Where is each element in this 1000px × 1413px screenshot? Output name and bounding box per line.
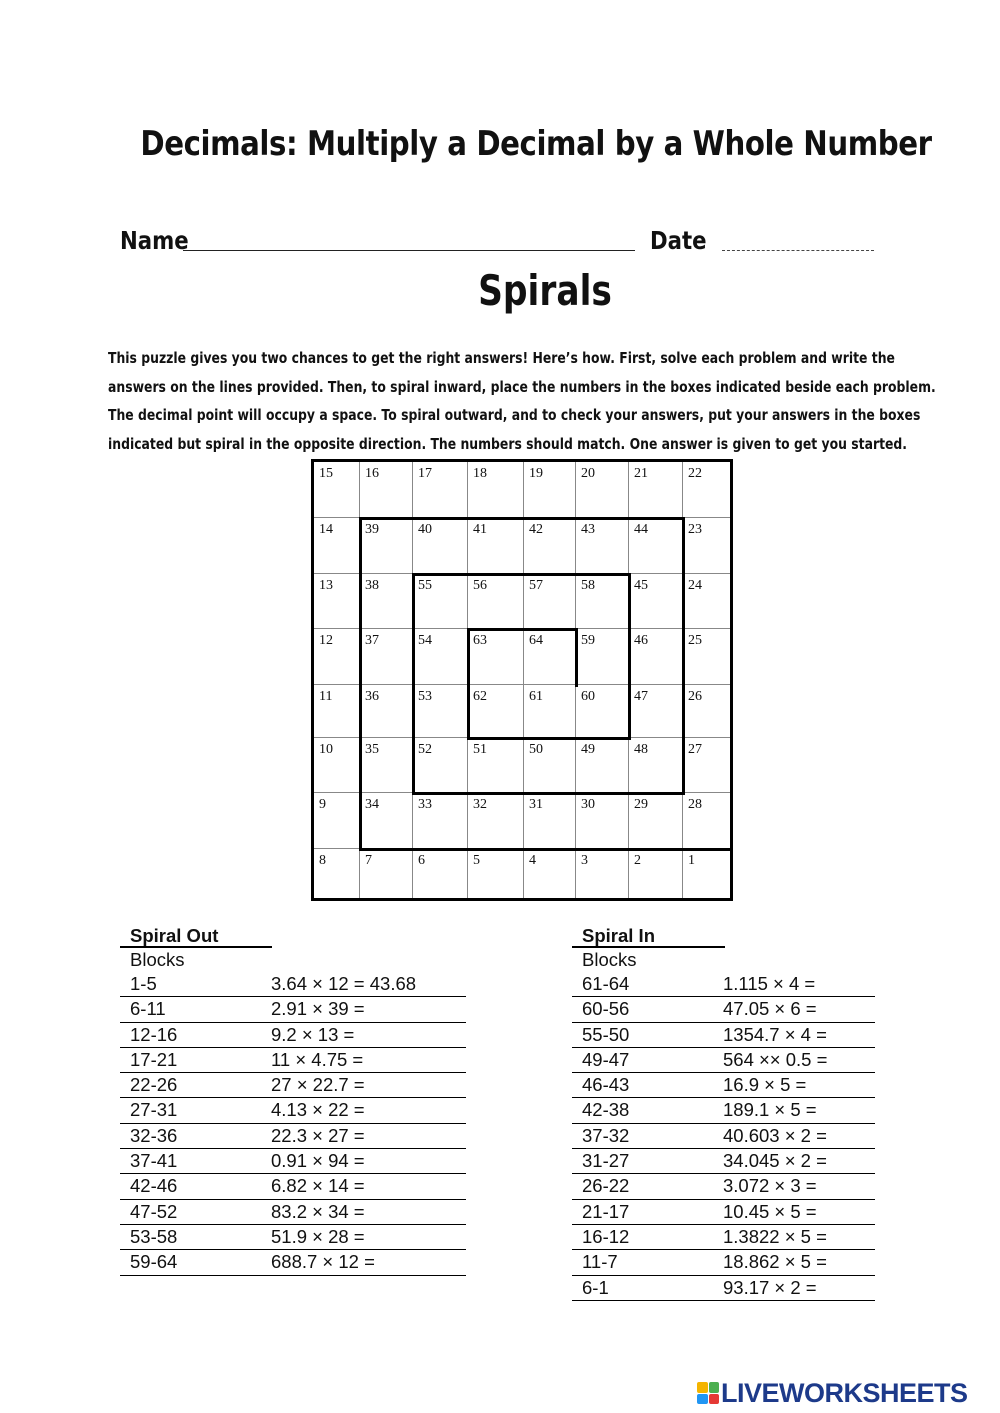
grid-cell-number: 23 (688, 522, 702, 537)
problem-answer-line[interactable]: 564 ×× 0.5 = (723, 1048, 828, 1070)
grid-cell-number: 8 (319, 853, 326, 868)
problem-answer-line[interactable]: 1354.7 × 4 = (723, 1023, 827, 1045)
block-range: 32-36 (130, 1124, 178, 1146)
spiral-out-table (120, 924, 466, 1276)
grid-cell[interactable] (576, 462, 629, 518)
block-range: 47-52 (130, 1200, 178, 1222)
grid-cell-number: 18 (473, 466, 487, 481)
block-range: 46-43 (582, 1074, 630, 1096)
block-range: 1-5 (130, 973, 157, 994)
grid-cell-number: 37 (365, 633, 379, 648)
block-range: 16-12 (582, 1225, 630, 1247)
grid-cell-number: 35 (365, 742, 379, 757)
grid-cell[interactable] (576, 518, 629, 574)
problem-answer-line[interactable]: 4.13 × 22 = (271, 1099, 365, 1121)
grid-cell[interactable] (629, 518, 683, 574)
grid-cell[interactable] (576, 685, 629, 738)
grid-cell[interactable] (629, 793, 683, 849)
grid-cell-number: 27 (688, 742, 702, 757)
grid-cell-number: 32 (473, 797, 487, 812)
problem-row (572, 1250, 875, 1275)
grid-cell[interactable] (629, 685, 683, 738)
spiral-wall (412, 792, 685, 795)
grid-cell-number: 30 (581, 797, 595, 812)
problem-answer-line[interactable]: 3.64 × 12 = 43.68 (271, 973, 417, 994)
problem-answer-line[interactable]: 9.2 × 13 = (271, 1023, 355, 1045)
grid-cell-number: 24 (688, 578, 702, 593)
spiral-wall (412, 573, 415, 795)
problem-answer-line[interactable]: 1.3822 × 5 = (723, 1225, 827, 1247)
grid-cell-number: 39 (365, 522, 379, 537)
grid-cell-number: 11 (319, 689, 333, 704)
name-label: Name (120, 226, 189, 255)
grid-cell-number: 21 (634, 466, 648, 481)
problem-row (120, 1174, 466, 1199)
instructions-line: indicated but spiral in the opposite direction. The numbers should match. One answer is given to get you started. (108, 434, 908, 453)
grid-cell-number: 41 (473, 522, 487, 537)
grid-cell[interactable] (683, 685, 730, 738)
grid-cell-number: 48 (634, 742, 648, 757)
problem-answer-line[interactable]: 34.045 × 2 = (723, 1150, 827, 1172)
grid-cell-number: 12 (319, 633, 333, 648)
logo-tile (709, 1394, 720, 1405)
grid-cell[interactable] (413, 518, 468, 574)
problem-row (120, 1124, 466, 1149)
grid-cell-number: 22 (688, 466, 702, 481)
spiral-wall (412, 573, 631, 576)
logo-tile (697, 1394, 708, 1405)
grid-cell[interactable] (683, 629, 730, 685)
grid-cell[interactable] (360, 738, 413, 793)
problem-row (120, 972, 466, 997)
grid-cell[interactable] (524, 518, 576, 574)
grid-cell-number: 26 (688, 689, 702, 704)
spiral-in-heading: Spiral In (572, 924, 725, 948)
grid-cell[interactable] (524, 793, 576, 849)
grid-cell[interactable] (524, 462, 576, 518)
grid-cell[interactable] (360, 849, 413, 898)
instructions-line: answers on the lines provided. Then, to spiral inward, place the numbers in the boxes indicated beside each problem. (108, 377, 936, 396)
grid-cell[interactable] (576, 629, 629, 685)
problem-answer-line[interactable]: 51.9 × 28 = (271, 1225, 365, 1247)
grid-cell[interactable] (360, 629, 413, 685)
grid-cell-number: 3 (581, 853, 588, 868)
grid-cell[interactable] (413, 685, 468, 738)
instructions (108, 344, 936, 458)
spiral-wall (467, 737, 631, 740)
problem-answer-line[interactable]: 83.2 × 34 = (271, 1200, 365, 1222)
problem-answer-line[interactable]: 93.17 × 2 = (723, 1276, 817, 1298)
grid-cell[interactable] (524, 629, 576, 685)
spiral-in-table (572, 924, 875, 1301)
problem-row (120, 1023, 466, 1048)
grid-cell-number: 17 (418, 466, 432, 481)
logo-text: LIVEWORKSHEETS (721, 1377, 968, 1408)
spiral-wall (359, 517, 685, 520)
grid-cell[interactable] (468, 793, 524, 849)
grid-cell-number: 1 (688, 853, 695, 868)
problem-row (120, 1250, 466, 1275)
instructions-line: This puzzle gives you two chances to get the right answers! Here’s how. First, solve each problem and write the (108, 349, 895, 367)
grid-cell-number: 43 (581, 522, 595, 537)
grid-cell-number: 44 (634, 522, 648, 537)
problem-answer-line[interactable]: 27 × 22.7 = (271, 1074, 365, 1096)
problem-row (572, 1200, 875, 1225)
grid-cell-number: 40 (418, 522, 432, 537)
grid-cell-number: 25 (688, 633, 702, 648)
spiral-wall (467, 628, 578, 631)
block-range: 37-32 (582, 1124, 630, 1146)
grid-cell-number: 46 (634, 633, 648, 648)
worksheet-title: Decimals: Multiply a Decimal by a Whole Number (140, 124, 932, 164)
problem-answer-line[interactable]: 22.3 × 27 = (271, 1124, 365, 1146)
grid-cell-number: 16 (365, 466, 379, 481)
block-range: 6-1 (582, 1276, 609, 1298)
spiral-wall (575, 628, 578, 687)
problem-answer-line[interactable]: 1.115 × 4 = (723, 973, 816, 994)
grid-cell[interactable] (360, 462, 413, 518)
problem-row (120, 1149, 466, 1174)
grid-cell-number: 34 (365, 797, 379, 812)
block-range: 53-58 (130, 1225, 178, 1247)
grid-cell[interactable] (576, 793, 629, 849)
grid-cell[interactable] (468, 685, 524, 738)
grid-cell[interactable] (524, 574, 576, 629)
problem-answer-line[interactable]: 16.9 × 5 = (723, 1074, 807, 1096)
block-range: 59-64 (130, 1251, 178, 1273)
grid-cell-number: 36 (365, 689, 379, 704)
grid-cell-number: 60 (581, 689, 595, 704)
grid-cell[interactable] (468, 738, 524, 793)
grid-cell-number: 13 (319, 578, 333, 593)
grid-cell[interactable] (413, 738, 468, 793)
grid-cell-number: 29 (634, 797, 648, 812)
problem-answer-line[interactable]: 18.862 × 5 = (723, 1251, 827, 1273)
grid-cell-number: 5 (473, 853, 480, 868)
grid-cell[interactable] (468, 574, 524, 629)
spiral-in-blocks-header: Blocks (582, 949, 637, 970)
grid-cell[interactable] (413, 629, 468, 685)
grid-cell[interactable] (413, 793, 468, 849)
logo-tile (697, 1382, 708, 1393)
grid-cell-number: 45 (634, 578, 648, 593)
problem-row (572, 1098, 875, 1123)
problem-row (120, 997, 466, 1022)
grid-cell[interactable] (314, 462, 360, 518)
grid-cell-number: 4 (529, 853, 536, 868)
date-input-line[interactable] (722, 250, 874, 251)
grid-cell-number: 9 (319, 797, 326, 812)
block-range: 26-22 (582, 1175, 630, 1197)
block-range: 49-47 (582, 1048, 630, 1070)
block-range: 17-21 (130, 1048, 178, 1070)
block-range: 42-38 (582, 1099, 630, 1121)
problem-answer-line[interactable]: 3.072 × 3 = (723, 1175, 817, 1197)
logo-mark-icon (697, 1382, 719, 1404)
grid-cell[interactable] (629, 738, 683, 793)
problem-row (572, 972, 875, 997)
problem-answer-line[interactable]: 688.7 × 12 = (271, 1251, 375, 1273)
grid-cell[interactable] (683, 462, 730, 518)
grid-cell[interactable] (683, 518, 730, 574)
grid-cell-number: 28 (688, 797, 702, 812)
grid-cell[interactable] (314, 574, 360, 629)
problem-answer-line[interactable]: 40.603 × 2 = (723, 1124, 827, 1146)
problem-answer-line[interactable]: 2.91 × 39 = (271, 998, 365, 1020)
spiral-wall (359, 848, 732, 851)
problem-row (120, 1098, 466, 1123)
block-range: 22-26 (130, 1074, 178, 1096)
grid-cell-number: 50 (529, 742, 543, 757)
grid-cell[interactable] (683, 574, 730, 629)
grid-cell-number: 31 (529, 797, 543, 812)
grid-cell-number: 20 (581, 466, 595, 481)
grid-cell[interactable] (360, 518, 413, 574)
problem-row (572, 1276, 875, 1301)
block-range: 21-17 (582, 1200, 630, 1222)
grid-cell-number: 6 (418, 853, 425, 868)
grid-cell-number: 53 (418, 689, 432, 704)
block-range: 37-41 (130, 1150, 178, 1172)
grid-cell-number: 52 (418, 742, 432, 757)
grid-cell-number: 49 (581, 742, 595, 757)
grid-cell[interactable] (314, 629, 360, 685)
grid-cell-number: 19 (529, 466, 543, 481)
problem-row (120, 1200, 466, 1225)
grid-cell-number: 54 (418, 633, 432, 648)
spiral-wall (467, 628, 470, 740)
problem-row (120, 1048, 466, 1073)
problem-row (572, 1073, 875, 1098)
grid-cell-number: 2 (634, 853, 641, 868)
problem-row (120, 1073, 466, 1098)
spiral-wall (682, 517, 685, 795)
grid-cell[interactable] (360, 793, 413, 849)
grid-cell-number: 61 (529, 689, 543, 704)
grid-cell-number: 64 (529, 633, 543, 648)
grid-cell[interactable] (468, 629, 524, 685)
grid-cell[interactable] (468, 849, 524, 898)
problem-row (572, 1023, 875, 1048)
grid-cell[interactable] (576, 849, 629, 898)
grid-cell[interactable] (524, 738, 576, 793)
spiral-out-heading: Spiral Out (120, 924, 272, 948)
grid-cell[interactable] (360, 574, 413, 629)
grid-cell[interactable] (629, 462, 683, 518)
grid-cell-number: 62 (473, 689, 487, 704)
grid-cell-number: 58 (581, 578, 595, 593)
spiral-wall (359, 517, 362, 851)
grid-cell-number: 14 (319, 522, 333, 537)
block-range: 42-46 (130, 1175, 178, 1197)
grid-cell-number: 63 (473, 633, 487, 648)
problem-answer-line[interactable]: 6.82 × 14 = (271, 1175, 365, 1197)
grid-cell-number: 51 (473, 742, 487, 757)
grid-cell-number: 47 (634, 689, 648, 704)
grid-cell[interactable] (360, 685, 413, 738)
problem-answer-line[interactable]: 10.45 × 5 = (723, 1200, 817, 1222)
problem-answer-line[interactable]: 189.1 × 5 = (723, 1099, 817, 1121)
block-range: 55-50 (582, 1023, 630, 1045)
grid-cell-number: 10 (319, 742, 333, 757)
grid-cell[interactable] (413, 574, 468, 629)
grid-cell[interactable] (314, 849, 360, 898)
grid-cell[interactable] (629, 849, 683, 898)
grid-cell[interactable] (629, 574, 683, 629)
puzzle-subtitle: Spirals (478, 266, 612, 315)
block-range: 60-56 (582, 998, 630, 1020)
grid-cell[interactable] (524, 685, 576, 738)
problem-answer-line[interactable]: 0.91 × 94 = (271, 1150, 365, 1172)
grid-cell[interactable] (413, 849, 468, 898)
grid-cell-number: 33 (418, 797, 432, 812)
liveworksheets-logo[interactable] (697, 1376, 968, 1410)
spiral-out-blocks-header: Blocks (130, 949, 185, 970)
block-range: 11-7 (582, 1251, 618, 1273)
grid-cell-number: 42 (529, 522, 543, 537)
spiral-wall (628, 573, 631, 740)
problem-row (572, 1124, 875, 1149)
spiral-grid (311, 459, 733, 901)
block-range: 12-16 (130, 1023, 178, 1045)
problem-row (120, 1225, 466, 1250)
grid-cell[interactable] (524, 849, 576, 898)
problem-answer-line[interactable]: 11 × 4.75 = (271, 1048, 364, 1070)
grid-cell[interactable] (314, 793, 360, 849)
date-label: Date (650, 226, 707, 255)
logo-tile (709, 1382, 720, 1393)
grid-cell[interactable] (576, 574, 629, 629)
problem-row (572, 1174, 875, 1199)
block-range: 27-31 (130, 1099, 178, 1121)
grid-cell-number: 56 (473, 578, 487, 593)
grid-cell[interactable] (468, 518, 524, 574)
grid-cell-number: 7 (365, 853, 372, 868)
block-range: 61-64 (582, 973, 630, 994)
grid-cell[interactable] (683, 849, 730, 898)
problem-row (572, 997, 875, 1022)
grid-cell[interactable] (314, 518, 360, 574)
grid-cell[interactable] (629, 629, 683, 685)
block-range: 31-27 (582, 1150, 630, 1172)
problem-row (572, 1048, 875, 1073)
grid-cell[interactable] (576, 738, 629, 793)
problem-row (572, 1149, 875, 1174)
name-input-line[interactable] (183, 250, 635, 251)
grid-cell[interactable] (683, 793, 730, 849)
grid-cell[interactable] (683, 738, 730, 793)
grid-cell[interactable] (413, 462, 468, 518)
grid-cell[interactable] (314, 738, 360, 793)
problem-answer-line[interactable]: 47.05 × 6 = (723, 998, 817, 1020)
grid-cell-number: 38 (365, 578, 379, 593)
problem-row (572, 1225, 875, 1250)
grid-cell-number: 55 (418, 578, 432, 593)
instructions-line: The decimal point will occupy a space. To spiral outward, and to check your answers, put your answers in the boxes (108, 406, 921, 424)
grid-cell-number: 59 (581, 633, 595, 648)
block-range: 6-11 (130, 998, 166, 1020)
grid-cell[interactable] (314, 685, 360, 738)
grid-cell-number: 57 (529, 578, 543, 593)
grid-cell-number: 15 (319, 466, 333, 481)
grid-cell[interactable] (468, 462, 524, 518)
